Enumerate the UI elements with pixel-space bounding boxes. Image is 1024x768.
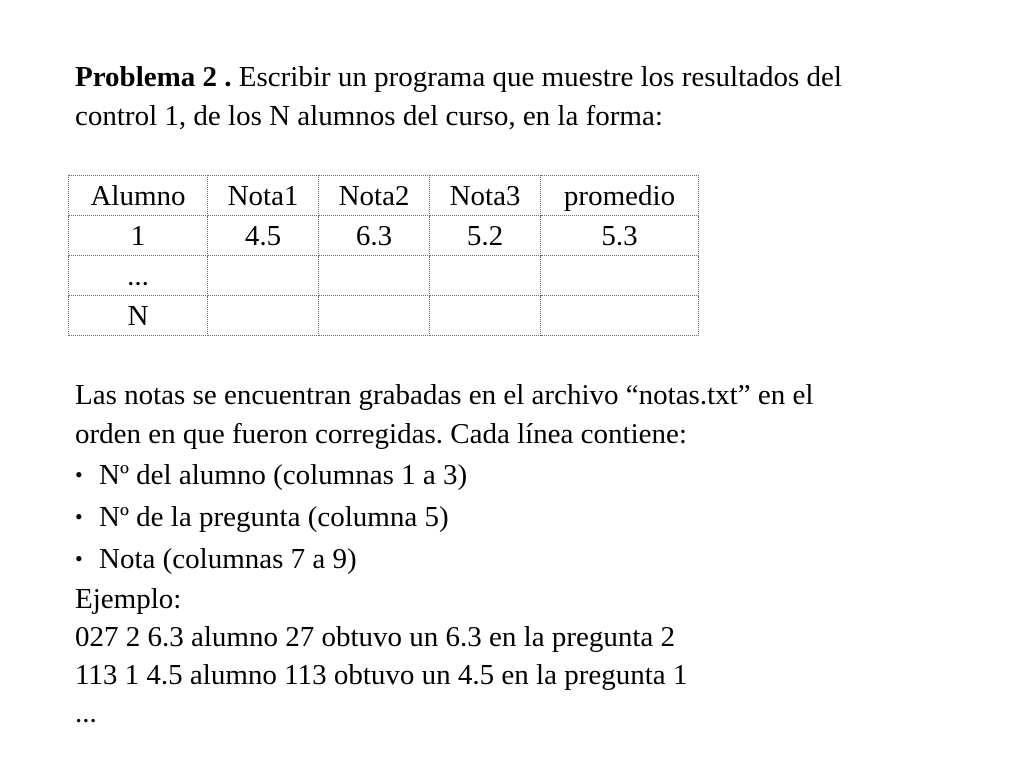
grades-table <box>68 175 699 336</box>
header-cell-nota1: Nota1 <box>208 176 319 216</box>
header-cell-nota3: Nota3 <box>430 176 541 216</box>
example-ellipsis: ... <box>75 697 97 729</box>
table-cell: 4.5 <box>208 216 319 256</box>
bullet-text: Nº de la pregunta (columna 5) <box>99 501 449 533</box>
table-cell <box>319 296 430 336</box>
table-header-row <box>69 176 699 216</box>
example-line: 113 1 4.5 alumno 113 obtuvo un 4.5 en la pregunta 1 <box>75 659 688 691</box>
description-line2: orden en que fueron corregidas. Cada línea contiene: <box>75 418 687 450</box>
bullet-item <box>75 538 995 580</box>
table-row <box>69 296 699 336</box>
table-cell: 6.3 <box>319 216 430 256</box>
header-cell-alumno: Alumno <box>69 176 208 216</box>
table-cell <box>319 256 430 296</box>
table-row <box>69 216 699 256</box>
header-cell-nota2: Nota2 <box>319 176 430 216</box>
bullet-text: Nº del alumno (columnas 1 a 3) <box>99 459 468 491</box>
table-cell <box>208 256 319 296</box>
problem-statement-line2: control 1, de los N alumnos del curso, en la forma: <box>75 100 663 132</box>
file-description <box>75 376 995 732</box>
bullet-item <box>75 496 995 538</box>
table-cell <box>430 256 541 296</box>
table-cell <box>541 296 699 336</box>
problem-title: Problema 2 . <box>75 61 232 93</box>
table-cell: N <box>69 296 208 336</box>
bullet-icon: • <box>75 504 83 529</box>
table-cell: 1 <box>69 216 208 256</box>
bullet-text: Nota (columnas 7 a 9) <box>99 543 357 575</box>
bullet-item <box>75 454 995 496</box>
problem-statement-line1: Escribir un programa que muestre los resultados del <box>238 61 842 93</box>
table-row <box>69 256 699 296</box>
table-cell <box>208 296 319 336</box>
example-label: Ejemplo: <box>75 583 182 615</box>
table-cell: ... <box>69 256 208 296</box>
table-cell: 5.2 <box>430 216 541 256</box>
table-cell <box>541 256 699 296</box>
table-cell <box>430 296 541 336</box>
description-line1: Las notas se encuentran grabadas en el archivo “notas.txt” en el <box>75 379 814 411</box>
header-cell-promedio: promedio <box>541 176 699 216</box>
table-cell: 5.3 <box>541 216 699 256</box>
bullet-icon: • <box>75 546 83 571</box>
problem-statement <box>75 58 995 136</box>
example-line: 027 2 6.3 alumno 27 obtuvo un 6.3 en la pregunta 2 <box>75 621 676 653</box>
bullet-icon: • <box>75 462 83 487</box>
